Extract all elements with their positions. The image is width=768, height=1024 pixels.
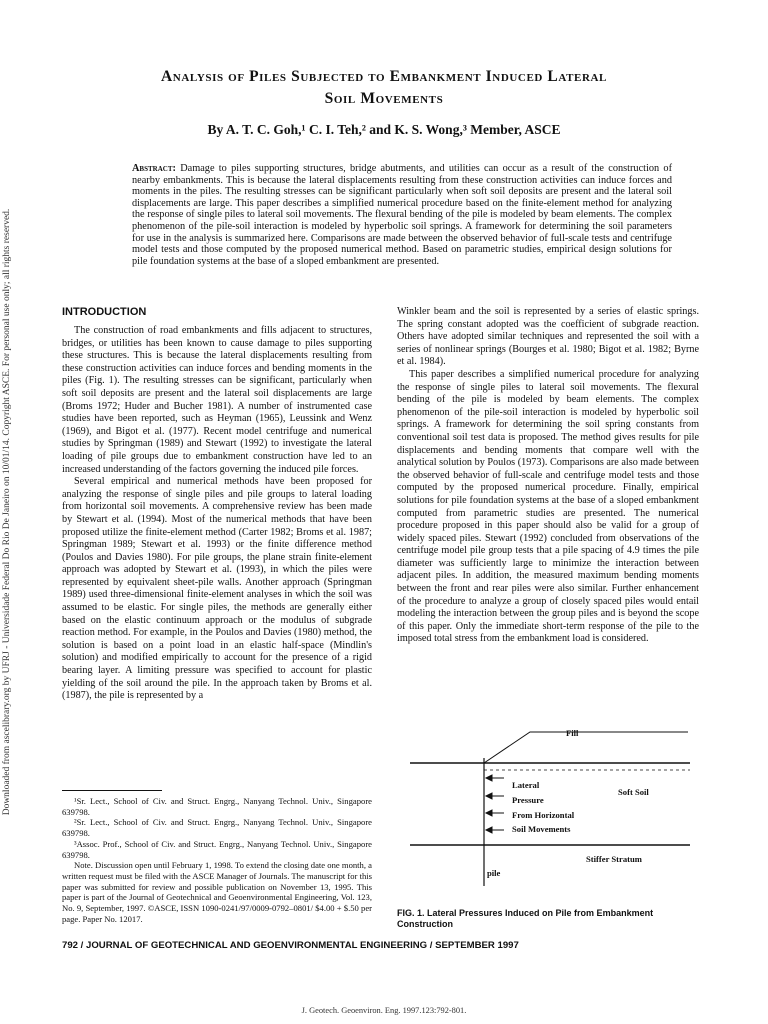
soil-movements-label: Soil Movements [512, 824, 571, 834]
figure-1-caption: FIG. 1. Lateral Pressures Induced on Pile from Embankment Construction [397, 908, 654, 929]
footnote-3: ³Assoc. Prof., School of Civ. and Struct. Engrg., Nanyang Technol. Univ., Singapore 639798. [62, 838, 372, 860]
abstract-block [132, 163, 672, 267]
left-column-body [62, 325, 372, 703]
footnotes-block [62, 796, 372, 924]
download-notice-text: Downloaded from ascelibrary.org by UFRJ - Universidade Federal Do Rio De Janeiro on 10/01/14. Copyright ASCE. For personal use only; all rights reserved. [2, 208, 12, 816]
figure-1-svg [400, 718, 700, 893]
stiffer-stratum-label: Stiffer Stratum [586, 854, 642, 864]
download-notice-sidebar [0, 0, 14, 1024]
intro-paragraph-2: Several empirical and numerical methods have been proposed for analyzing the response of single piles and pile groups to lateral loading from horizontal soil movements. A comprehensive review has been made by Stewart et al. (1994). Most of the numerical methods that have been proposed utilize the finite-element method (Carter 1982; Broms et al. 1987; Springman 1989; Stewart et al. 1993) or the finite difference method (Poulos and Davies 1980). For pile groups, the plane strain finite-element approach was adopted by Stewart et al. (1993), in which the piles were represented by equivalent sheet-pile walls. Another approach (Springman 1989) used three-dimensional finite-element analyses in which the soil was assumed to be elastic. For single piles, the methods are generally either based on the elastic continuum approach or the modulus of subgrade reaction method. For example, in the Poulos and Davies (1980) method, the solution is based on a point load in an elastic half-space (Mindlin's solution) and modified empirically to account for the presence of a rigid bearing layer. A limiting pressure was specified to account for plastic yielding of the soil around the pile. In the approach taken by Broms et al. (1987), the pile is represented by a [62, 476, 372, 702]
from-horizontal-label: From Horizontal [512, 810, 575, 820]
pressure-arrows [486, 775, 504, 833]
abstract-text: Damage to piles supporting structures, bridge abutments, and utilities can occur as a result of the construction of nearby embankments. This is because the lateral displacements resulting from these construction activities can induce forces and moments in the piles. The resulting stresses can be significant particularly when soft soil deposits are present and the lateral soil displacements are large. This paper describes a simplified numerical procedure based on the finite-element method for analyzing the response of single piles to lateral soil movements. The flexural bending of the pile is modeled by beam elements. The complex phenomenon of the pile-soil interaction is modeled by hyperbolic soil springs. A framework for determining the soil parameters for use in the analysis is summarized here. Comparisons are made between the observed behavior of full-scale tests and centrifuge model tests and those computed by the proposed numerical method. Based on parametric studies, empirical design solutions for pile foundation systems at the base of a sloped embankment are presented. [132, 163, 673, 267]
footnote-note: Note. Discussion open until February 1, 1998. To extend the closing date one month, a written request must be filed with the ASCE Manager of Journals. The manuscript for this paper was submitted for review and possible publication on November 13, 1995. This paper is part of the Journal of Geotechnical and Geoenvironmental Engineering, Vol. 123, No. 9, September, 1997. ©ASCE, ISSN 1090-0241/97/0009-0792–0801/ $4.00 + $.50 per page. Paper No. 12017. [62, 860, 372, 924]
page-footer: 792 / JOURNAL OF GEOTECHNICAL AND GEOENVIRONMENTAL ENGINEERING / SEPTEMBER 1997 [62, 940, 519, 951]
right-paragraph-2: This paper describes a simplified numerical procedure for analyzing the response of single piles to lateral soil movements. The flexural bending of the pile is modeled by beam elements. The complex phenomenon of the pile-soil interaction is modeled by hyperbolic soil springs. A framework for determining the soil spring constants from conventional soil test data is proposed. The method gives results for pile displacements and bending moments that compare well with the analytical solution by Poulos (1973). Comparisons are also made between the observed behavior of full-scale and centrifuge model tests and those computed by the proposed numerical procedure. Finally, empirical solutions for pile foundation systems at the base of a sloped embankment computed from parametric studies are presented. The numerical procedure proposed in this paper should also be valid for a group of widely spaced piles. Stewart (1992) concluded from observations of the centrifuge model pile group tests that a pile spacing of 4.9 times the pile diameter was sufficiently large to minimize the interaction between adjacent piles. In addition, the measured maximum bending moments between the front and rear piles were also similar. Further enhancement of the procedure to analyze a group of closely spaced piles would entail modeling the interaction between the group piles and is beyond the scope of this paper. Only the immediate short-term response of the pile to the imposed total stress from the embankment load is considered. [397, 368, 699, 645]
section-heading-introduction: INTRODUCTION [62, 306, 147, 318]
footnote-1: ¹Sr. Lect., School of Civ. and Struct. Engrg., Nanyang Technol. Univ., Singapore 639798. [62, 796, 372, 817]
intro-paragraph-1: The construction of road embankments and fills adjacent to structures, bridges, or utilities has been known to cause damage to piles supporting these structures. This is because the lateral displacements resulting from these construction activities can induce forces and bending moments in the piles (Fig. 1). The resulting stresses can be significant, particularly when soft soil deposits are present and the lateral soil displacements are large (Broms 1972; Huder and Bucher 1981). A number of instrumented case studies have been reported, such as Heyman (1965), Leussink and Wenz (1969), and Bigot et al. (1977). Recent model centrifuge and numerical studies by Springman (1989) and Stewart (1992) to investigate the lateral loading of pile groups due to embankment construction have led to an increased understanding of the factors governing the induced pile forces. [62, 325, 372, 475]
footnote-2: ²Sr. Lect., School of Civ. and Struct. Engrg., Nanyang Technol. Univ., Singapore 639798. [62, 817, 372, 839]
paper-title [60, 66, 708, 110]
author-line: By A. T. C. Goh,¹ C. I. Teh,² and K. S. Wong,³ Member, ASCE [207, 122, 561, 137]
title-line-2: Soil Movements [324, 90, 444, 107]
soft-soil-label: Soft Soil [618, 787, 649, 797]
right-column-body [397, 306, 699, 646]
right-paragraph-1: Winkler beam and the soil is represented by a series of elastic springs. The spring constant adopted was the coefficient of subgrade reaction. Others have adopted similar techniques and represented the soil with a series of nonlinear springs (Bourges et al. 1980; Bigot et al. 1982; Byrne et al. 1984). [397, 306, 699, 368]
abstract-label: Abstract: [132, 163, 176, 174]
lateral-label: Lateral [512, 780, 540, 790]
pressure-label: Pressure [512, 795, 544, 805]
citation-line: J. Geotech. Geoenviron. Eng. 1997.123:792-801. [301, 1006, 467, 1015]
figure-1-diagram [400, 718, 700, 893]
embankment-slope-line [484, 732, 688, 763]
pile-label: pile [487, 868, 501, 878]
footnote-divider [62, 790, 162, 791]
fill-label: Fill [566, 728, 579, 738]
title-line-1: Analysis of Piles Subjected to Embankment Induced Lateral [161, 68, 607, 85]
